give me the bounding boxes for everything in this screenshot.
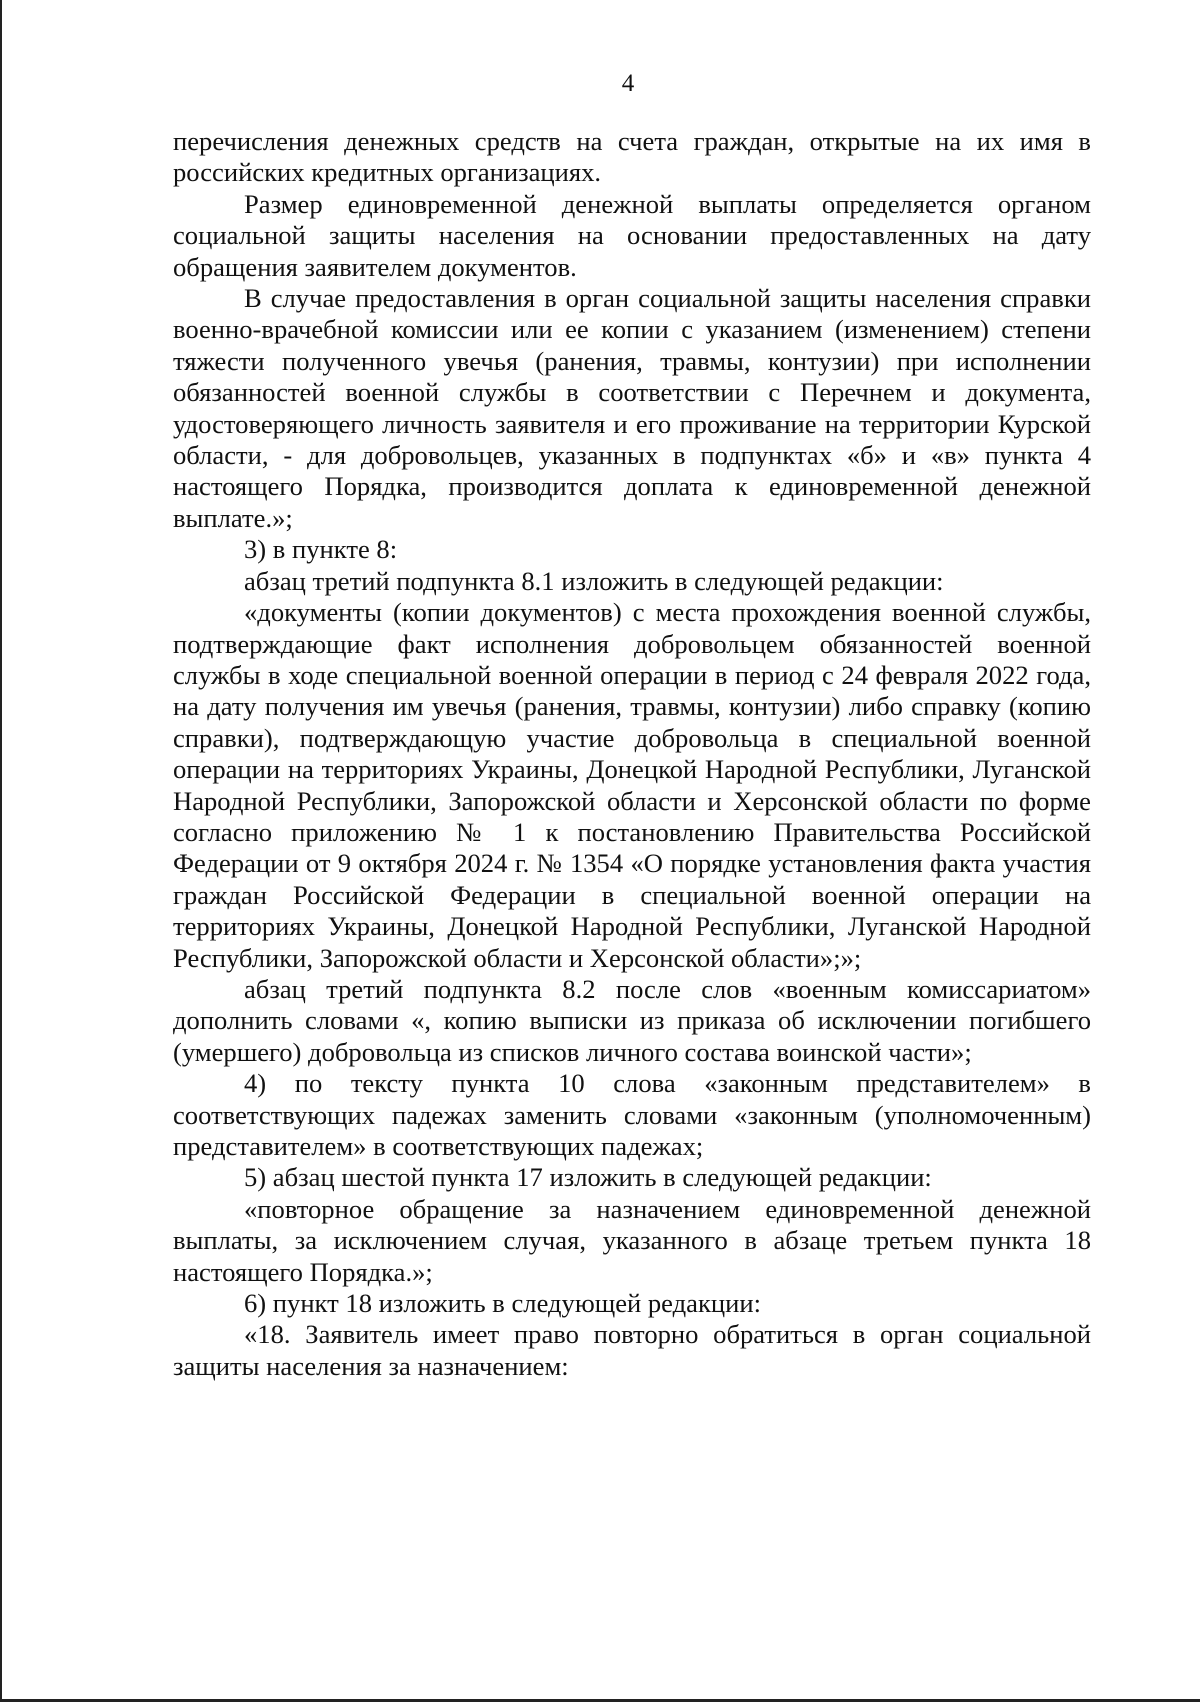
paragraph-2: Размер единовременной денежной выплаты определяется органом социальной защиты населения на основании предоставленных на дату обращения заявителем документов. <box>173 188 1091 282</box>
paragraph-12: «18. Заявитель имеет право повторно обратиться в орган социальной защиты населения за назначением: <box>173 1319 1091 1381</box>
page-number: 4 <box>621 70 635 97</box>
paragraph-4: 3) в пункте 8: <box>244 534 398 565</box>
paragraph-5: абзац третий подпункта 8.1 изложить в следующей редакции: <box>244 565 944 596</box>
paragraph-6: «документы (копии документов) с места прохождения военной службы, подтверждающие факт исполнения добровольцем обязанностей военной службы в ходе специальной военной операции в период с 24 февраля 2022 года, на дату получения им увечья (ранения, травмы, контузии) либо справку (копию справки), подтверждающую участие добровольца в специальной военной операции на территориях Украины, Донецкой Народной Республики, Луганской Народной Республики, Запорожской области и Херсонской области по форме согласно приложению № 1 к постановлению Правительства Российской Федерации от 9 октября 2024 г. № 1354 «О порядке установления факта участия граждан Российской Федерации в специальной военной операции на территориях Украины, Донецкой Народной Республики, Луганской Народной Республики, Запорожской области и Херсонской области»;»; <box>173 597 1091 973</box>
paragraph-9: 5) абзац шестой пункта 17 изложить в следующей редакции: <box>244 1162 932 1193</box>
document-body <box>173 126 1091 1382</box>
scan-left-edge <box>0 0 2 1702</box>
paragraph-3: В случае предоставления в орган социальной защиты населения справки военно-врачебной комиссии или ее копии с указанием (изменением) степени тяжести полученного увечья (ранения, травмы, контузии) при исполнении обязанностей военной службы в соответствии с Перечнем и документа, удостоверяющего личность заявителя и его проживание на территории Курской области, - для добровольцев, указанных в подпунктах «б» и «в» пункта 4 настоящего Порядка, производится доплата к единовременной денежной выплате.»; <box>173 283 1091 533</box>
paragraph-1: перечисления денежных средств на счета граждан, открытые на их имя в российских кредитных организациях. <box>173 126 1091 188</box>
paragraph-11: 6) пункт 18 изложить в следующей редакции: <box>244 1288 761 1319</box>
paragraph-10: «повторное обращение за назначением единовременной денежной выплаты, за исключением случая, указанного в абзаце третьем пункта 18 настоящего Порядка.»; <box>173 1193 1091 1287</box>
paragraph-8: 4) по тексту пункта 10 слова «законным представителем» в соответствующих падежах заменить словами «законным (уполномоченным) представителем» в соответствующих падежах; <box>173 1068 1091 1161</box>
paragraph-7: абзац третий подпункта 8.2 после слов «военным комиссариатом» дополнить словами «, копию выписки из приказа об исключении погибшего (умершего) добровольца из списков личного состава воинской части»; <box>173 973 1091 1067</box>
